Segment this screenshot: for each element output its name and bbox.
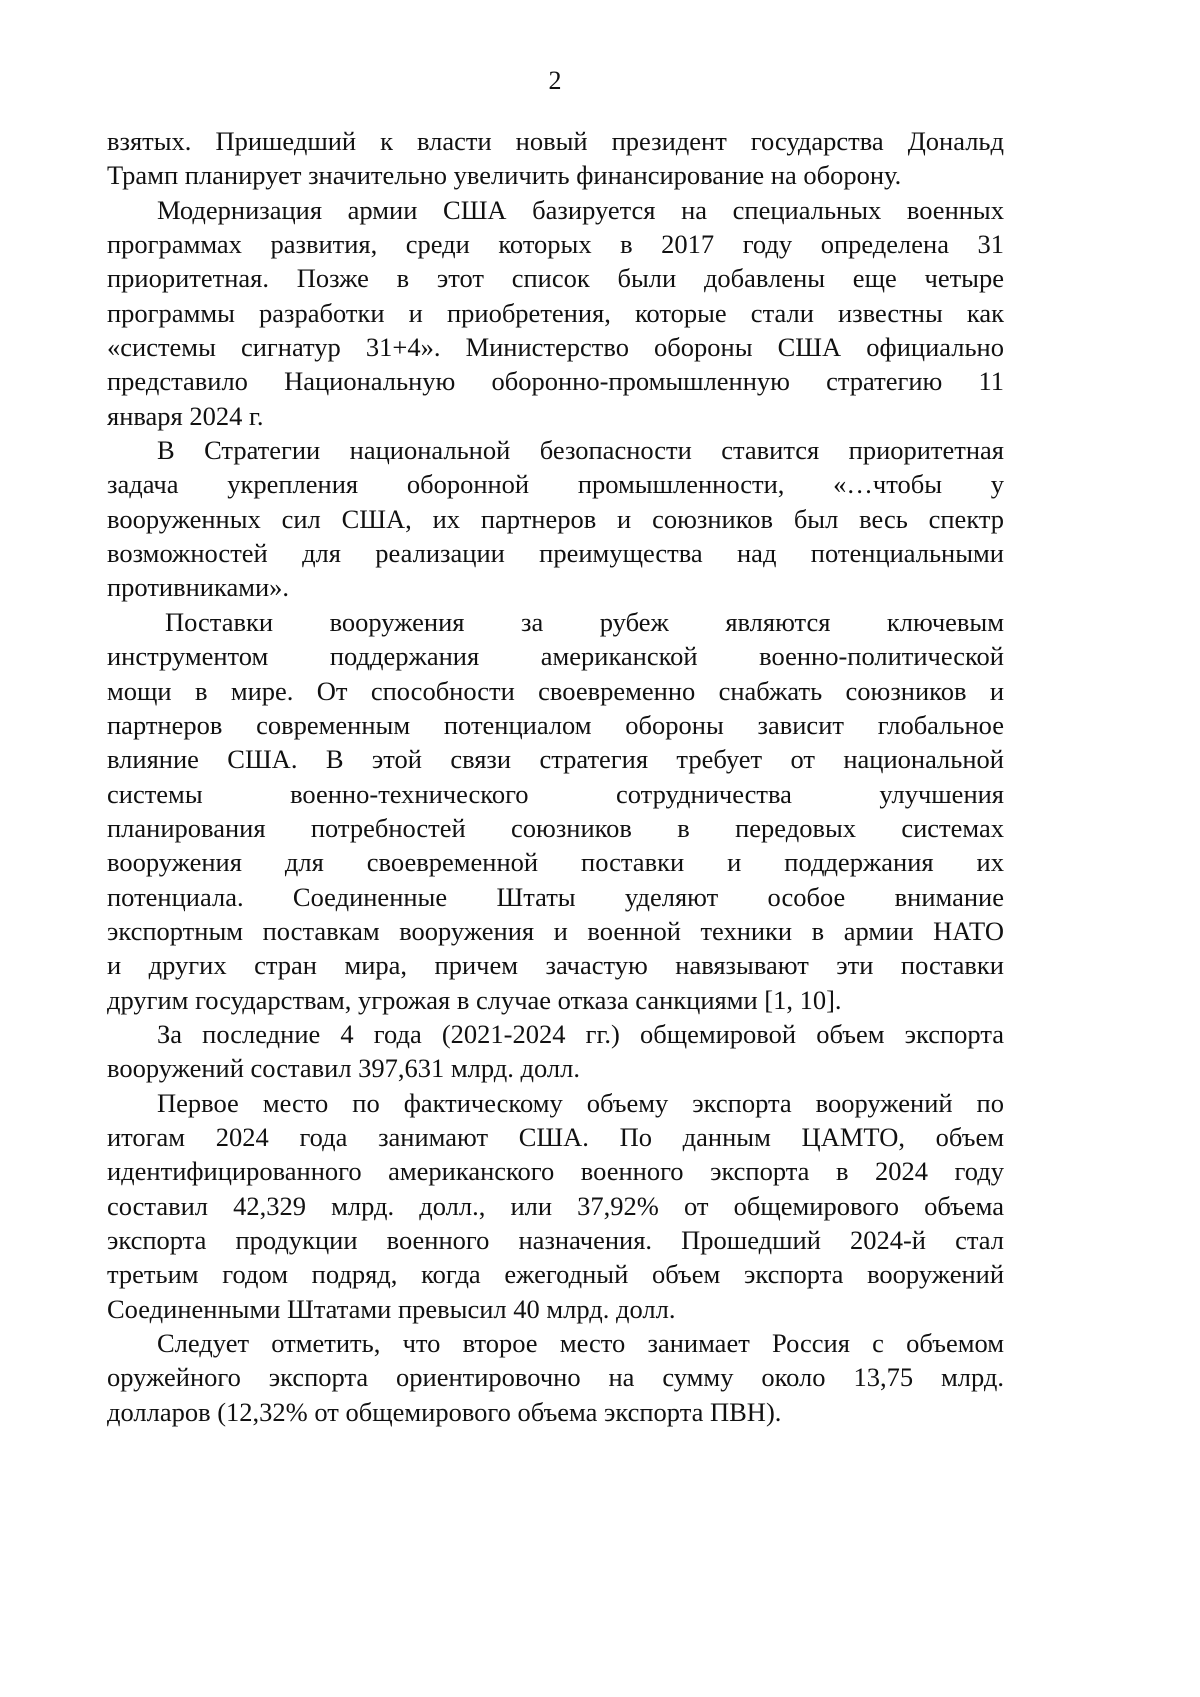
paragraph: [107, 1086, 1004, 1326]
paragraph: [107, 1326, 1004, 1429]
text-line: другим государствам, угрожая в случае отказа санкциями [1, 10].: [107, 984, 842, 1015]
text-line: и других стран мира, причем зачастую навязывают эти поставки: [107, 950, 1004, 981]
text-line: системы военно-технического сотрудничества улучшения: [107, 778, 1004, 809]
text-line: экспортным поставкам вооружения и военной техники в армии НАТО: [107, 915, 1004, 946]
text-line: третьим годом подряд, когда ежегодный объем экспорта вооружений: [107, 1259, 1004, 1290]
text-line: В Стратегии национальной безопасности ставится приоритетная: [157, 435, 1004, 466]
paragraph: [107, 605, 1004, 1017]
text-line: составил 42,329 млрд. долл., или 37,92% от общемирового объема: [107, 1190, 1004, 1221]
text-line: итогам 2024 года занимают США. По данным ЦАМТО, объем: [107, 1121, 1004, 1152]
document-body: [107, 124, 1004, 1429]
text-line: задача укрепления оборонной промышленности, «…чтобы у: [107, 469, 1004, 500]
paragraph: [107, 433, 1004, 605]
text-line: программах развития, среди которых в 2017 году определена 31: [107, 229, 1004, 260]
text-line: «системы сигнатур 31+4». Министерство обороны США официально: [107, 332, 1004, 363]
text-line: долларов (12,32% от общемирового объема экспорта ПВН).: [107, 1396, 782, 1427]
text-line: представило Национальную оборонно-промышленную стратегию 11: [107, 366, 1004, 397]
text-line: приоритетная. Позже в этот список были добавлены еще четыре: [107, 263, 1004, 294]
text-line: экспорта продукции военного назначения. Прошедший 2024-й стал: [107, 1225, 1004, 1255]
text-line: планирования потребностей союзников в передовых системах: [107, 812, 1004, 843]
text-line: вооружений составил 397,631 млрд. долл.: [107, 1053, 581, 1084]
text-line: возможностей для реализации преимущества над потенциальными: [107, 538, 1004, 569]
page-number: 2: [548, 66, 562, 95]
text-line: потенциала. Соединенные Штаты уделяют особое внимание: [107, 881, 1004, 912]
text-line: Соединенными Штатами превысил 40 млрд. долл.: [107, 1293, 676, 1324]
paragraph: [107, 1017, 1004, 1086]
text-line: влияние США. В этой связи стратегия требует от национальной: [107, 744, 1004, 775]
text-line: Первое место по фактическому объему экспорта вооружений по: [157, 1087, 1004, 1118]
text-line: Модернизация армии США базируется на специальных военных: [157, 194, 1004, 225]
text-line: Поставки вооружения за рубеж являются ключевым: [165, 606, 1004, 637]
text-line: Трамп планирует значительно увеличить финансирование на оборону.: [107, 160, 902, 191]
text-line: вооруженных сил США, их партнеров и союзников был весь спектр: [107, 503, 1004, 534]
text-line: мощи в мире. От способности своевременно снабжать союзников и: [107, 675, 1004, 706]
text-line: вооружения для своевременной поставки и поддержания их: [107, 847, 1004, 878]
text-line: инструментом поддержания американской военно-политической: [107, 641, 1004, 672]
text-line: Следует отметить, что второе место занимает Россия с объемом: [157, 1328, 1004, 1359]
text-line: оружейного экспорта ориентировочно на сумму около 13,75 млрд.: [107, 1362, 1004, 1393]
text-line: взятых. Пришедший к власти новый президент государства Дональд: [107, 126, 1004, 156]
text-line: противниками».: [107, 572, 290, 603]
text-line: За последние 4 года (2021-2024 гг.) общемировой объем экспорта: [157, 1018, 1004, 1049]
text-line: января 2024 г.: [107, 400, 264, 431]
paragraph: [107, 193, 1004, 433]
text-line: программы разработки и приобретения, которые стали известны как: [107, 297, 1004, 328]
text-line: идентифицированного американского военного экспорта в 2024 году: [107, 1156, 1004, 1187]
paragraph: [107, 124, 1004, 193]
text-line: партнеров современным потенциалом обороны зависит глобальное: [107, 709, 1004, 740]
